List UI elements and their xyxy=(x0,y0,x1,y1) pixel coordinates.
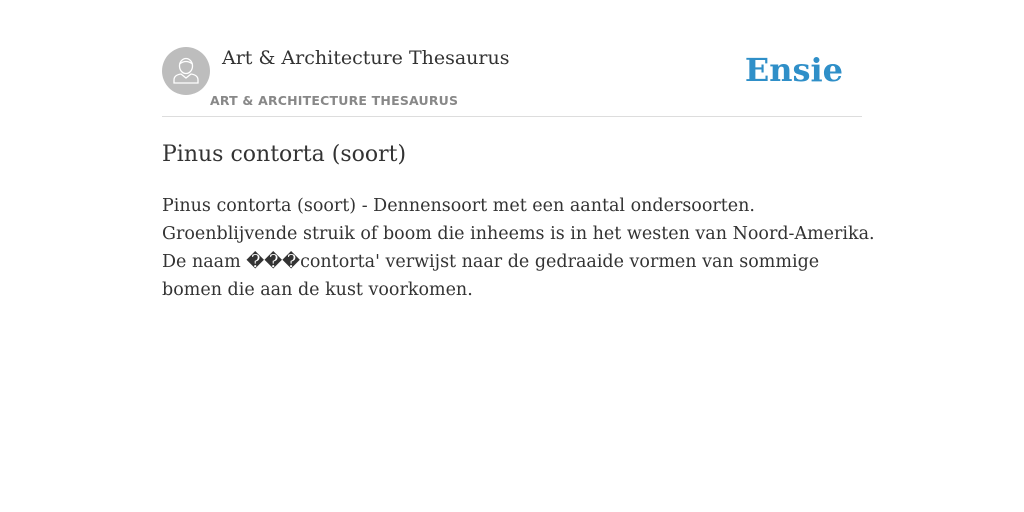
entry-body-line: Groenblijvende struik of boom die inheems is in het westen van Noord-Amerika. xyxy=(162,224,875,244)
entry-title: Pinus contorta (soort) xyxy=(162,142,407,167)
user-silhouette-icon xyxy=(162,47,210,95)
entry-body-line: Pinus contorta (soort) - Dennensoort met een aantal ondersoorten. xyxy=(162,196,755,216)
entry-body-line: bomen die aan de kust voorkomen. xyxy=(162,280,473,300)
brand-logo[interactable]: Ensie xyxy=(744,51,843,89)
source-subtitle[interactable]: ART & ARCHITECTURE THESAURUS xyxy=(210,93,459,108)
source-header xyxy=(162,46,862,117)
avatar[interactable] xyxy=(162,47,210,95)
source-title[interactable]: Art & Architecture Thesaurus xyxy=(222,47,510,69)
entry-body xyxy=(162,192,875,304)
entry-body-line: De naam ���contorta' verwijst naar de gedraaide vormen van sommige xyxy=(162,252,820,272)
